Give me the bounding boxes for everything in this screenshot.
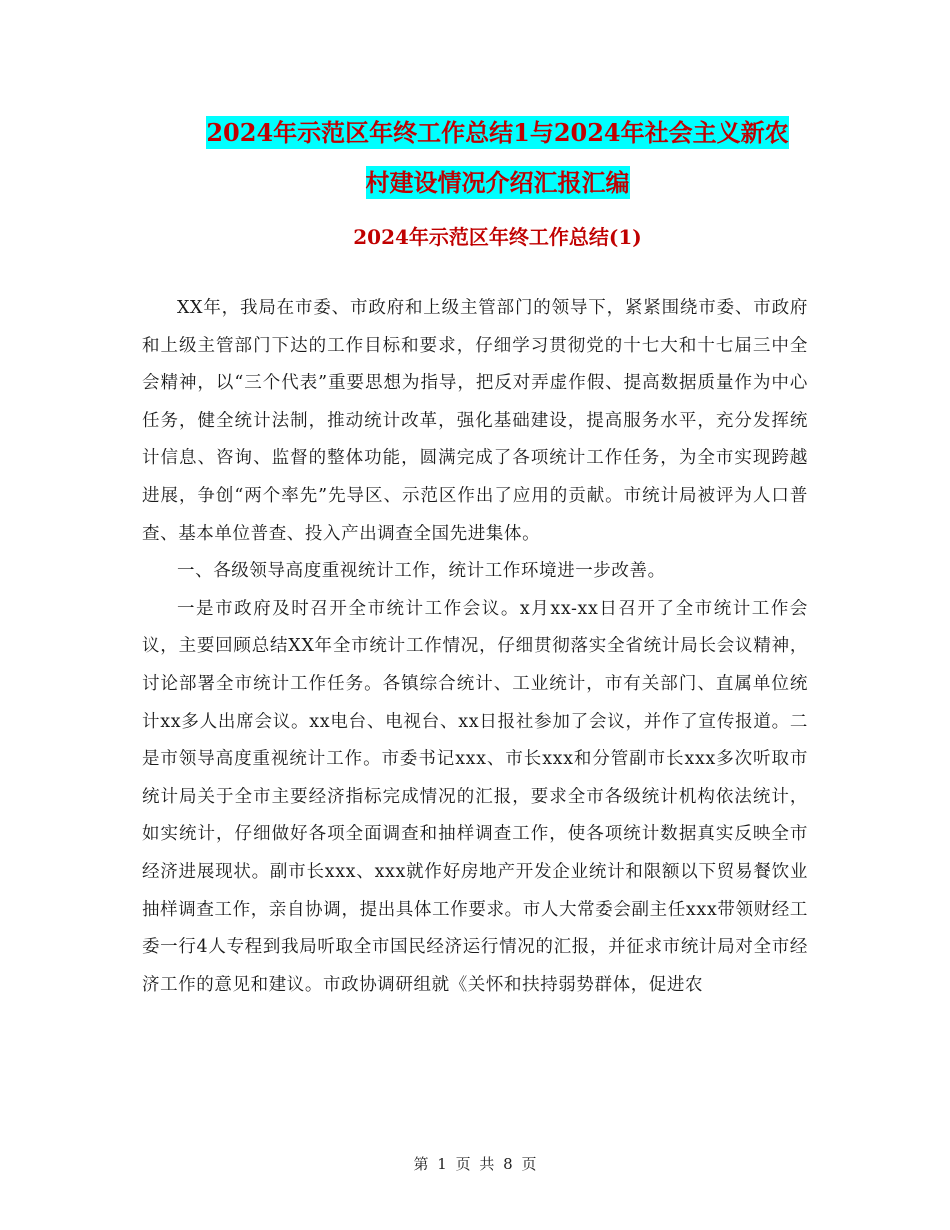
body-paragraph-2: 一、各级领导高度重视统计工作，统计工作环境进一步改善。 — [177, 561, 666, 582]
document-title-line-2: 村建设情况介绍汇报汇编 — [365, 168, 630, 197]
section-title: 2024年示范区年终工作总结(1) — [353, 225, 642, 249]
document-body — [142, 290, 808, 1004]
body-paragraph-1: XX年，我局在市委、市政府和上级主管部门的领导下，紧紧围绕市委、市政府和上级主管部门下达的工作目标和要求，仔细学习贯彻党的十七大和十七届三中全会精神，以“三个代表”重要思想为指导，把反对弄虚作假、提高数据质量作为中心任务，健全统计法制，推动统计改革，强化基础建设，提高服务水平，充分发挥统计信息、咨询、监督的整体功能，圆满完成了各项统计工作任务，为全市实现跨越进展，争创“两个率先”先导区、示范区作出了应用的贡献。市统计局被评为人口普查、基本单位普查、投入产出调查全国先进集体。 — [142, 298, 808, 544]
page-footer: 第 1 页 共 8 页 — [413, 1155, 537, 1173]
document-title — [140, 108, 855, 208]
body-paragraph-3: 一是市政府及时召开全市统计工作会议。x月xx-xx日召开了全市统计工作会议，主要回顾总结XX年全市统计工作情况，仔细贯彻落实全省统计局长会议精神，讨论部署全市统计工作任务。各镇综合统计、工业统计，市有关部门、直属单位统计xx多人出席会议。xx电台、电视台、xx日报社参加了会议，并作了宣传报道。二是市领导高度重视统计工作。市委书记xxx、市长xxx和分管副市长xxx多次听取市统计局关于全市主要经济指标完成情况的汇报，要求全市各级统计机构依法统计，如实统计，仔细做好各项全面调查和抽样调查工作，使各项统计数据真实反映全市经济进展现状。副市长xxx、xxx就作好房地产开发企业统计和限额以下贸易餐饮业抽样调查工作，亲自协调，提出具体工作要求。市人大常委会副主任xxx带领财经工委一行4人专程到我局听取全市国民经济运行情况的汇报，并征求市统计局对全市经济工作的意见和建议。市政协调研组就《关怀和扶持弱势群体，促进农 — [142, 598, 808, 995]
document-title-line-1: 2024年示范区年终工作总结1与2024年社会主义新农 — [206, 118, 789, 147]
